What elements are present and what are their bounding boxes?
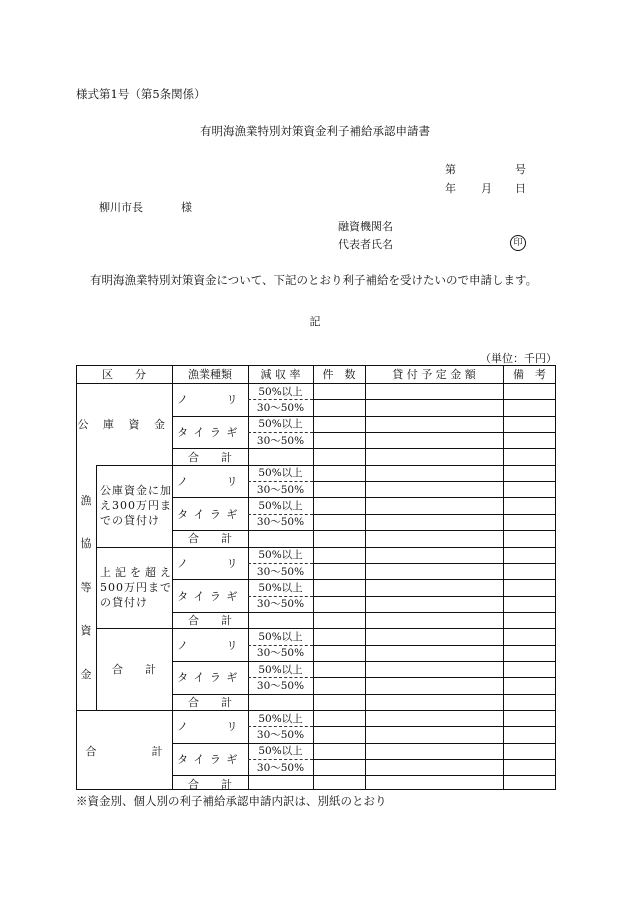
fishery-total: 合 計 [188, 532, 232, 546]
form-number-label: 様式第1号（第5条関係） [76, 87, 206, 101]
rate-30-50: 30～50% [256, 565, 305, 578]
rate-50-plus: 50%以上 [258, 467, 303, 480]
header-remarks: 備 考 [513, 368, 546, 381]
request-body-text: 有明海漁業特別対策資金について、下記のとおり利子補給を受けたいので申請します。 [90, 273, 538, 287]
header-fishery: 漁業種類 [188, 368, 232, 381]
fishery-total: 合 計 [188, 450, 232, 464]
addressee-honorific: 様 [181, 201, 192, 214]
fishery-nori: ノ リ [177, 393, 243, 407]
table-rule [313, 645, 556, 646]
addressee [99, 199, 192, 215]
fishery-tairagi: タイラギ [177, 507, 243, 521]
category-subtotal: 合 計 [112, 663, 156, 677]
rate-30-50: 30～50% [256, 761, 305, 774]
table-rule [313, 481, 556, 482]
table-rule [313, 399, 556, 400]
fishery-nori: ノ リ [177, 556, 243, 570]
table-rule [313, 677, 556, 678]
fishery-nori: ノ リ [177, 638, 243, 652]
footnote: ※資金別、個人別の利子補給承認申請内訳は、別紙のとおり [76, 794, 387, 808]
rate-50-plus: 50%以上 [258, 630, 303, 643]
number-prefix: 第 [445, 163, 456, 176]
header-count: 件 数 [322, 368, 356, 381]
fishery-tairagi: タイラギ [177, 753, 243, 767]
rate-30-50: 30～50% [256, 647, 305, 660]
category-sub1: 公庫資金に加え300万円までの貸付け [100, 484, 172, 528]
rate-50-plus: 50%以上 [258, 500, 303, 513]
document-title: 有明海漁業特別対策資金利子補給承認申請書 [200, 124, 430, 138]
representative-label: 代表者氏名 [338, 238, 393, 251]
year-label: 年 [445, 182, 456, 195]
rate-30-50: 30～50% [256, 434, 305, 447]
gyokyo-char: 協 [80, 537, 92, 551]
rate-30-50: 30～50% [256, 483, 305, 496]
rate-50-plus: 50%以上 [258, 712, 303, 725]
fishery-total: 合 計 [188, 695, 232, 709]
table-rule [313, 514, 556, 515]
addressee-name: 柳川市長 [99, 201, 143, 214]
category-gyokyo [76, 465, 96, 710]
table-rule [313, 726, 556, 727]
institution-label: 融資機関名 [338, 220, 393, 233]
category-kouko: 公 庫 資 金 [77, 417, 171, 431]
subsidy-table [76, 365, 556, 790]
fishery-nori: ノ リ [177, 475, 243, 489]
fishery-total: 合 計 [188, 614, 232, 628]
gyokyo-char: 等 [80, 580, 92, 594]
fishery-tairagi: タイラギ [177, 589, 243, 603]
month-label: 月 [481, 182, 492, 195]
rate-50-plus: 50%以上 [258, 418, 303, 431]
gyokyo-char: 漁 [80, 493, 92, 507]
rate-50-plus: 50%以上 [258, 663, 303, 676]
header-reduction: 減 収 率 [260, 368, 301, 381]
day-label: 日 [515, 182, 526, 195]
gyokyo-char: 資 [80, 624, 92, 638]
fishery-total: 合 計 [188, 777, 232, 791]
table-rule [313, 596, 556, 597]
rate-30-50: 30～50% [256, 679, 305, 692]
rate-30-50: 30～50% [256, 598, 305, 611]
rate-30-50: 30～50% [256, 729, 305, 742]
rate-50-plus: 50%以上 [258, 581, 303, 594]
rate-50-plus: 50%以上 [258, 745, 303, 758]
rate-30-50: 30～50% [256, 402, 305, 415]
seal-icon: 印 [510, 235, 526, 251]
rate-50-plus: 50%以上 [258, 549, 303, 562]
category-grand-total: 合 計 [85, 744, 163, 758]
table-rule [313, 563, 556, 564]
fishery-nori: ノ リ [177, 720, 243, 734]
unit-label: （単位：千円） [480, 352, 557, 365]
fishery-tairagi: タイラギ [177, 671, 243, 685]
header-amount: 貸 付 予 定 金 額 [392, 368, 476, 381]
gyokyo-char: 金 [80, 667, 92, 681]
category-sub2: 上記を超え500万円までの貸付け [100, 565, 172, 609]
number-suffix: 号 [515, 163, 526, 176]
header-category: 区 分 [102, 368, 146, 381]
rate-50-plus: 50%以上 [258, 385, 303, 398]
table-rule [313, 432, 556, 433]
table-rule [313, 759, 556, 760]
rate-30-50: 30～50% [256, 516, 305, 529]
fishery-tairagi: タイラギ [177, 426, 243, 440]
ki-heading: 記 [309, 315, 321, 328]
